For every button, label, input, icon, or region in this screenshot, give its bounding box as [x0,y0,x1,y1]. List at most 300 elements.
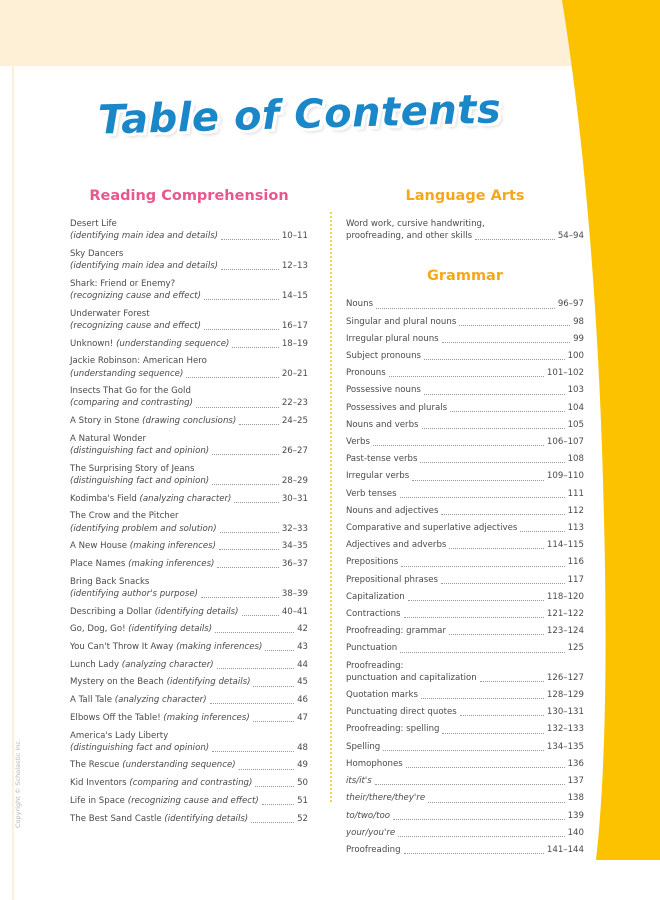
toc-entry[interactable] [70,659,308,671]
toc-entry-row [346,591,584,603]
toc-entry[interactable] [70,355,308,379]
toc-entry[interactable] [346,350,584,362]
toc-entry[interactable] [70,623,308,635]
toc-entry-skill: (identifying details) [128,624,213,635]
toc-entry[interactable] [70,759,308,771]
toc-entry-label [346,741,380,753]
toc-dot-leader [400,652,564,653]
toc-entry-label [346,775,372,787]
toc-entry-page-number: 112 [567,505,584,516]
toc-entry[interactable] [70,338,308,350]
toc-entry-row [70,475,308,487]
toc-entry-label [346,505,438,517]
toc-dot-leader [242,615,279,616]
toc-entry-page-number: 117 [567,574,584,585]
toc-entry-label [70,759,236,771]
toc-entry-page-number: 121–122 [546,609,584,620]
toc-entry-title: Prepositional phrases [346,574,439,585]
toc-entry-label [70,290,201,302]
toc-entry-title: Possessives and plurals [346,402,448,413]
toc-entry[interactable] [346,556,584,568]
toc-entry[interactable] [346,689,584,701]
toc-entry[interactable] [70,463,308,487]
toc-entry-page-number: 105 [567,419,584,430]
toc-entry-title: Verb tenses [346,488,397,499]
toc-entry-row [346,316,584,328]
toc-dot-leader [404,853,544,854]
toc-entry-skill: (distinguishing fact and opinion) [70,446,210,457]
toc-dot-leader [442,733,543,734]
toc-entry-label [346,723,439,735]
toc-entry-title: Comparative and superlative adjectives [346,523,518,534]
toc-entry-title: punctuation and capitalization [346,672,477,683]
toc-entry-row [346,844,584,856]
toc-entry-label [346,689,418,701]
toc-entry-row [70,813,308,825]
toc-entry-title: Subject pronouns [346,351,421,362]
toc-entry-page-number: 10–11 [281,231,308,242]
toc-entry-skill: (distinguishing fact and opinion) [70,742,210,753]
toc-entry[interactable] [346,402,584,414]
toc-entry-row [70,742,308,754]
toc-dot-leader [401,566,564,567]
toc-entry-title: Spelling [346,741,381,752]
toc-entry[interactable] [70,415,308,427]
toc-entry-page-number: 126–127 [546,672,584,683]
toc-entry-label [70,475,209,487]
toc-entry[interactable] [346,741,584,753]
toc-entry-page-number: 98 [573,316,584,327]
toc-entry-row [70,623,308,635]
toc-dot-leader [375,784,565,785]
toc-entry[interactable] [346,522,584,534]
toc-entry-page-number: 128–129 [546,690,584,701]
toc-entry-skill: (identifying author's purpose) [70,588,198,599]
toc-entry[interactable] [70,540,308,552]
toc-entry-page-number: 132–133 [546,724,584,735]
toc-entry-skill: (making inferences) [163,712,250,723]
toc-entry-page-number: 36–37 [281,558,308,569]
toc-entry-title: Sky Dancers [70,248,124,259]
toc-entry-row [70,712,308,724]
toc-entry-row [70,320,308,332]
toc-dot-leader [520,531,564,532]
toc-dot-leader [220,532,279,533]
toc-entry-row [346,574,584,586]
toc-entry-title: Desert Life [70,219,117,229]
toc-entry-title: Nouns and verbs [346,419,419,430]
toc-entry-row [346,350,584,362]
toc-entry[interactable] [70,712,308,724]
copyright-notice: Copyright © Scholastic Inc. [14,738,22,828]
toc-entry-label [346,488,397,500]
toc-entry[interactable] [346,316,584,328]
toc-entry-row [346,367,584,379]
toc-entry-title: The Rescue [70,760,120,771]
toc-dot-leader [265,650,294,651]
toc-entry[interactable] [70,510,308,534]
toc-entry-title: Elbows Off the Table! [70,712,161,723]
toc-entry-page-number: 130–131 [546,707,584,718]
toc-dot-leader [217,668,294,669]
toc-entry[interactable] [346,453,584,465]
toc-dot-leader [424,394,565,395]
toc-entry-label [70,777,252,789]
toc-dot-leader [215,632,294,633]
toc-entry-title: The Crow and the Pitcher [70,511,179,522]
toc-entry-label [346,453,417,465]
toc-entry-row [70,540,308,552]
toc-entry-label [346,230,472,242]
toc-entry[interactable] [346,844,584,856]
toc-dot-leader [255,786,294,787]
toc-entry-page-number: 28–29 [281,475,308,486]
toc-entry[interactable] [346,488,584,500]
toc-entry-page-number: 30–31 [281,493,308,504]
toc-entry-label [70,415,236,427]
toc-dot-leader [204,299,279,300]
toc-entry-title: A Story in Stone [70,416,140,427]
toc-entry-page-number: 113 [567,523,584,534]
toc-entry-row [70,338,308,350]
column-divider [330,212,332,802]
toc-dot-leader [459,325,570,326]
toc-entry-row [70,290,308,302]
toc-entry-skill: (identifying main idea and details) [70,261,219,272]
toc-entry-row [346,453,584,465]
toc-dot-leader [460,715,544,716]
toc-entry-skill: (making inferences) [129,541,217,552]
toc-entry-title: its/it's [346,776,372,787]
toc-dot-leader [424,359,565,360]
toc-entry-skill: (analyzing character) [114,695,207,706]
toc-entry-skill: (analyzing character) [139,493,232,504]
toc-entry-skill: (drawing conclusions) [142,416,237,427]
toc-entry-label [70,230,218,242]
toc-entry-title: Pronouns [346,368,386,379]
toc-entry-page-number: 116 [567,557,584,568]
toc-entry-label [70,397,193,409]
toc-entry-label [346,758,403,770]
toc-entry-row [70,694,308,706]
toc-entry-title: Nouns [346,299,374,310]
toc-entry-page-number: 101–102 [546,368,584,379]
toc-entry-title: Jackie Robinson: American Hero [70,356,207,367]
toc-entry-label [346,672,477,684]
toc-entry-row [70,759,308,771]
toc-entry-label [346,810,390,822]
toc-entry-title: Place Names [70,558,126,569]
toc-dot-leader [412,480,544,481]
toc-entry-title: America's Lady Liberty [70,730,169,741]
toc-entry-title: Possessive nouns [346,385,421,396]
toc-entry-label [70,659,214,671]
toc-dot-leader [212,751,294,752]
toc-entry-skill: (identifying problem and solution) [70,523,217,534]
toc-entry-row [346,556,584,568]
toc-entry-skill: (recognizing cause and effect) [70,320,202,331]
toc-entry-title: to/two/too [346,810,390,821]
toc-entry-skill: (comparing and contrasting) [70,398,193,409]
toc-entry[interactable] [70,493,308,505]
toc-entry-page-number: 44 [297,659,308,670]
toc-entry-row [346,792,584,804]
toc-entry-label [346,844,401,856]
toc-entry[interactable] [346,470,584,482]
section-heading-language-arts: Language Arts [405,188,525,204]
toc-entry-row [346,470,584,482]
toc-entry-label [70,606,239,618]
toc-entry-page-number: 16–17 [281,320,308,331]
toc-entry-title: your/you're [346,827,396,838]
toc-entry-page-number: 141–144 [546,844,584,855]
toc-entry-label [70,368,183,380]
toc-entry-label [346,522,517,534]
toc-entry[interactable] [70,795,308,807]
toc-entry-title: Punctuating direct quotes [346,707,457,718]
toc-entry[interactable] [70,308,308,332]
toc-entry[interactable] [70,218,308,242]
toc-entry-row [70,777,308,789]
toc-entry-label [346,539,446,551]
toc-entry[interactable] [346,827,584,839]
toc-entry-title: Bring Back Snacks [70,576,150,587]
toc-entry[interactable] [70,278,308,302]
toc-entry-label [346,642,397,654]
toc-entry-row [346,419,584,431]
toc-entry-title: Nouns and adjectives [346,505,439,516]
toc-dot-leader [398,836,564,837]
toc-entry-title: Homophones [346,758,403,769]
toc-entry-skill: (making inferences) [128,558,215,569]
toc-entry-page-number: 12–13 [281,261,308,272]
toc-entry[interactable] [70,694,308,706]
toc-entry[interactable] [346,792,584,804]
toc-entry[interactable] [346,706,584,718]
toc-entry-page-number: 103 [567,385,584,396]
toc-dot-leader [262,804,294,805]
toc-entry-label [346,591,405,603]
toc-entry-title: Mystery on the Beach [70,677,164,688]
toc-entry[interactable] [346,660,584,684]
toc-entry[interactable] [346,298,584,310]
toc-entry[interactable] [346,642,584,654]
toc-entry-page-number: 125 [567,643,584,654]
toc-entry-page-number: 26–27 [281,446,308,457]
toc-entry-title: Insects That Go for the Gold [70,386,191,397]
toc-entry-row [346,539,584,551]
toc-entry-title: You Can't Throw It Away [70,641,174,652]
toc-dot-leader [251,822,294,823]
toc-entry-label [70,813,248,825]
toc-entry-row [346,505,584,517]
toc-dot-leader [239,769,294,770]
toc-entry-label [70,623,212,635]
toc-entry[interactable] [346,218,584,242]
toc-entry-label [70,742,209,754]
toc-entry-title: Proofreading: grammar [346,626,446,637]
toc-dot-leader [232,347,278,348]
toc-entry-page-number: 114–115 [546,540,584,551]
toc-entry-page-number: 134–135 [546,741,584,752]
toc-entry-page-number: 18–19 [281,338,308,349]
toc-entry-page-number: 40–41 [281,606,308,617]
toc-entry-page-number: 123–124 [546,626,584,637]
toc-entry-title: Irregular verbs [346,471,410,482]
toc-entry-skill: (identifying details) [164,813,249,824]
toc-entry-page-number: 43 [297,641,308,652]
grammar-entry-list [346,298,584,856]
toc-entry-title: The Surprising Story of Jeans [70,463,195,474]
toc-entry-title: Quotation marks [346,690,418,701]
toc-entry-skill: (recognizing cause and effect) [127,795,259,806]
toc-entry[interactable] [70,433,308,457]
toc-entry-row [70,606,308,618]
toc-entry-label [70,493,231,505]
toc-entry-label [70,260,218,272]
toc-entry[interactable] [346,574,584,586]
toc-entry-row [70,260,308,272]
toc-entry-row [346,741,584,753]
toc-entry-title: A New House [70,541,128,552]
toc-dot-leader [376,308,555,309]
toc-entry-row [70,493,308,505]
language-arts-grammar-column [346,188,584,861]
toc-entry[interactable] [346,436,584,448]
toc-entry-row [70,676,308,688]
toc-entry-label [70,588,198,600]
reading-comprehension-entry-list [70,218,308,825]
toc-dot-leader [422,428,565,429]
toc-dot-leader [210,703,295,704]
toc-entry-label [70,540,216,552]
toc-entry-row [70,368,308,380]
toc-entry-row [346,298,584,310]
toc-entry[interactable] [346,810,584,822]
toc-entry-page-number: 52 [297,813,308,824]
toc-entry-page-number: 139 [567,810,584,821]
toc-entry-title: Shark: Friend or Enemy? [70,278,176,289]
toc-entry[interactable] [346,367,584,379]
toc-entry[interactable] [70,248,308,272]
toc-entry[interactable] [346,775,584,787]
toc-entry-label [346,608,401,620]
toc-entry-title: Adjectives and adverbs [346,540,447,551]
toc-entry[interactable] [346,608,584,620]
toc-entry-title: The Best Sand Castle [70,813,162,824]
toc-dot-leader [221,239,279,240]
toc-entry-page-number: 49 [297,760,308,771]
toc-entry-title: Verbs [346,437,370,448]
toc-entry-page-number: 24–25 [281,416,308,427]
toc-entry-page-number: 20–21 [281,368,308,379]
toc-entry[interactable] [70,641,308,653]
toc-entry[interactable] [70,576,308,600]
toc-entry[interactable] [70,558,308,570]
toc-entry-label [70,320,201,332]
toc-entry-skill: (comparing and contrasting) [129,778,253,789]
toc-entry-title: their/there/they're [346,793,426,804]
toc-entry[interactable] [70,606,308,618]
toc-entry[interactable] [346,384,584,396]
toc-dot-leader [186,377,279,378]
toc-entry-row [346,810,584,822]
toc-entry[interactable] [346,723,584,735]
toc-entry-row [346,488,584,500]
toc-entry-label [346,367,386,379]
toc-entry[interactable] [70,813,308,825]
toc-entry-page-number: 47 [297,712,308,723]
toc-entry-page-number: 118–120 [546,591,584,602]
toc-entry[interactable] [70,676,308,688]
toc-entry[interactable] [70,385,308,409]
toc-entry-title: Underwater Forest [70,308,150,319]
toc-dot-leader [442,342,570,343]
toc-entry-title: Punctuation [346,643,398,654]
toc-entry-skill: (distinguishing fact and opinion) [70,475,210,486]
toc-entry[interactable] [70,730,308,754]
section-heading-reading-comprehension: Reading Comprehension [89,188,289,204]
page-title: Table of Contents [97,86,503,144]
toc-entry-row [346,672,584,684]
toc-entry[interactable] [346,625,584,637]
toc-dot-leader [420,462,564,463]
toc-entry-label [346,625,446,637]
toc-entry[interactable] [346,419,584,431]
toc-entry-page-number: 14–15 [281,291,308,302]
toc-entry[interactable] [346,758,584,770]
toc-entry[interactable] [346,505,584,517]
toc-entry[interactable] [346,591,584,603]
toc-dot-leader [217,567,278,568]
toc-entry-label [346,792,425,804]
toc-entry-title: Singular and plural nouns [346,316,457,327]
toc-entry-page-number: 140 [567,827,584,838]
toc-entry-page-number: 100 [567,351,584,362]
toc-entry-label [70,445,209,457]
toc-entry-row [346,402,584,414]
toc-entry-title: Proofreading [346,844,401,855]
toc-entry-row [70,230,308,242]
toc-entry-label [346,384,421,396]
toc-entry[interactable] [70,777,308,789]
toc-entry[interactable] [346,539,584,551]
toc-dot-leader [428,802,564,803]
toc-entry-row [346,758,584,770]
toc-entry-skill: (identifying main idea and details) [70,231,219,242]
toc-dot-leader [253,686,294,687]
toc-dot-leader [441,514,564,515]
toc-dot-leader [253,721,294,722]
toc-entry-row [70,523,308,535]
toc-dot-leader [383,750,544,751]
toc-entry-page-number: 46 [297,695,308,706]
toc-entry-label [70,558,214,570]
toc-entry-row [346,230,584,242]
toc-entry-skill: (recognizing cause and effect) [70,291,202,302]
toc-entry-row [346,436,584,448]
toc-entry[interactable] [346,333,584,345]
toc-entry-row [70,588,308,600]
toc-entry-title: A Tall Tale [70,695,112,706]
toc-entry-label [346,574,438,586]
toc-entry-page-number: 34–35 [281,541,308,552]
toc-dot-leader [449,548,544,549]
toc-entry-title: Life in Space [70,795,125,806]
toc-entry-title: Prepositions [346,557,399,568]
toc-entry-page-number: 104 [567,402,584,413]
toc-dot-leader [204,329,279,330]
